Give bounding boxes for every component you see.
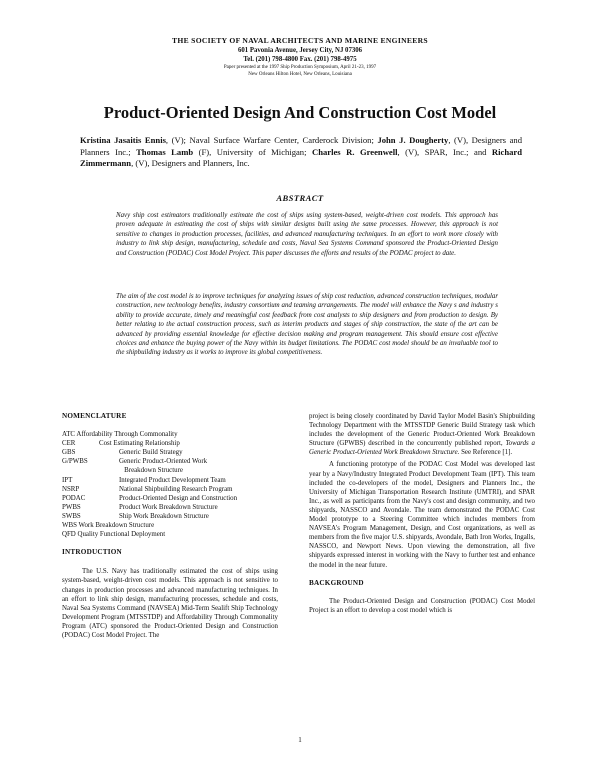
nomenclature-abbr: NSRP	[62, 485, 80, 493]
author-affiliation: (F), University of Michigan;	[193, 146, 312, 157]
nomenclature-def: National Shipbuilding Research Program	[119, 485, 233, 493]
nomenclature-abbr: SWBS	[62, 512, 81, 520]
nomenclature-entry: QFD Quality Functional Deployment	[62, 531, 166, 539]
paper-title: Product-Oriented Design And Construction Cost Model	[103, 103, 497, 122]
nomenclature-entry	[62, 503, 278, 512]
nomenclature-def: Generic Build Strategy	[119, 449, 183, 457]
author-name: Richard Zimmermann	[80, 146, 522, 169]
author-list	[80, 135, 522, 170]
nomenclature-entry: ATC Affordability Through Commonality	[62, 431, 178, 439]
nomenclature-def: Product-Oriented Design and Construction	[119, 494, 238, 502]
body-paragraph: project is being closely coordinated by David Taylor Model Basin's Shipbuilding Technology Department with the MTSSTDP Generic Build Strategy task which includes the development of the Generic Product-Oriented Work Breakdown Structure (GPWBS) described in the concurrently published report, Towards a Generic Product-Oriented Work Breakdown Structure. See Reference [1].	[309, 413, 535, 457]
paper-header	[0, 36, 600, 78]
abstract-paragraph: Navy ship cost estimators traditionally estimate the cost of ships using system-based, weight-driven cost models. This approach has proven adequate in estimating the cost of ships with similar designs built using the same processes. However, this approach is not sensitive to changes in production processes, facilities, and advanced manufacturing techniques. In an effort to work more closely with industry to link ship design, manufacturing, schedule and costs, Naval Sea Systems Command sponsored the Product-Oriented Design and Construction (PODAC) Cost Model Project. This paper discusses the efforts and results of the PODAC project to date.	[116, 212, 498, 257]
right-column	[309, 412, 535, 615]
venue-note: New Orleans Hilton Hotel, New Orleans, Louisiana	[248, 72, 352, 77]
nomenclature-def: Generic Product-Oriented Work	[119, 458, 208, 466]
nomenclature-def: Ship Work Breakdown Structure	[119, 512, 209, 520]
nomenclature-def: Product Work Breakdown Structure	[119, 503, 218, 511]
nomenclature-abbr: PODAC	[62, 494, 86, 502]
page-number: 1	[298, 736, 302, 744]
author-name: Thomas Lamb	[136, 146, 194, 157]
nomenclature-def: Cost Estimating Relationship	[99, 440, 180, 448]
background-heading: BACKGROUND	[309, 578, 364, 587]
nomenclature-abbr: CER	[62, 440, 76, 448]
author-affiliation: , (V), SPAR, Inc.; and	[397, 146, 492, 157]
nomenclature-abbr: G/PWBS	[62, 458, 88, 466]
nomenclature-def: Integrated Product Development Team	[119, 476, 226, 484]
author-name: John J. Dougherty	[377, 135, 449, 145]
author-affiliation: , (V), Designers and Planners Inc.;	[80, 135, 522, 157]
nomenclature-abbr: GBS	[62, 449, 76, 457]
reference-title: Towards a Generic Product-Oriented Work Breakdown Structure.	[309, 440, 535, 457]
nomenclature-abbr: IPT	[62, 476, 73, 484]
nomenclature-entry	[62, 439, 278, 448]
body-paragraph: A functioning prototype of the PODAC Cost Model was developed last year by a Navy/Industry Integrated Product Development Team (IPT). This team included the co-developers of the model, Designers and Planners Inc., the University of Michigan Transportation Research Institute (UMTRI), and SPAR Inc., as well as participants from the Navy's cost and design community, and two shipyards, NASSCO and Avondale. The team demonstrated the PODAC Cost Model prototype to a Steering Committee which includes members from NAVSEA's Program Management, Design, and Cost organizations, as well as members from the five major U.S. shipyards, Avondale, Bath Iron Works, Ingalls, NASSCO, and Newport News. Upon viewing the demonstration, all five shipyards expressed interest in working with the Navy to further test and enhance the model in the near future.	[309, 461, 535, 569]
society-address: 601 Pavonia Avenue, Jersey City, NJ 07306	[237, 47, 363, 54]
abstract-heading: ABSTRACT	[276, 193, 324, 203]
author-name: Kristina Jasaitis Ennis	[80, 135, 166, 145]
society-phone: Tel. (201) 798-4800 Fax. (201) 798-4975	[243, 56, 357, 63]
nomenclature-entry	[62, 485, 278, 494]
author-name: Charles R. Greenwell	[311, 146, 398, 157]
left-column	[62, 412, 278, 640]
nomenclature-abbr: PWBS	[62, 503, 81, 511]
nomenclature-def-continued: Breakdown Structure	[124, 467, 183, 475]
author-affiliation: , (V); Naval Surface Warfare Center, Carderock Division;	[165, 135, 378, 145]
presentation-note: Paper presented at the 1997 Ship Production Symposium, April 21-23, 1997	[223, 65, 377, 70]
abstract-paragraph: The aim of the cost model is to improve techniques for analyzing issues of ship cost reduction, advanced construction techniques, modular construction, new technology benefits, industry consortium and teaming arrangements. The model will enhance the Navy s and industry s ability to provide accurate, timely and meaningful cost feedback from cost analysts to ship designers and from production to design. By better relating to the actual construction process, such as interim products and stages of ship construction, the state of the art can be advanced by providing essential knowledge for effective decision making and program management. This should ensure cost effective choices and enhance the buying power of the Navy within its budget limitations. The PODAC cost model should be an invaluable tool to the shipbuilding industry as it works to improve its global competitiveness.	[116, 293, 498, 357]
introduction-heading: INTRODUCTION	[62, 548, 122, 557]
body-paragraph: The Product-Oriented Design and Construction (PODAC) Cost Model Project is an effort to develop a cost model which is	[309, 597, 535, 614]
nomenclature-entry	[62, 512, 278, 521]
nomenclature-entry	[62, 476, 278, 485]
introduction-paragraph: The U.S. Navy has traditionally estimated the cost of ships using system-based, weight-driven cost models. This approach is not sensitive to changes in production processes and advanced manufacturing techniques. In an effort to link ship design, manufacturing processes, schedule and costs, Naval Sea Systems Command (NAVSEA) Mid-Term Sealift Ship Technology Development Program (MTSSTDP) and Affordability Through Commonality Program (ATC) sponsored the Product-Oriented Design and Construction (PODAC) Cost Model Project. The	[62, 568, 278, 639]
author-affiliation: , (V), Designers and Planners, Inc.	[131, 158, 250, 169]
society-name: THE SOCIETY OF NAVAL ARCHITECTS AND MARINE ENGINEERS	[172, 36, 428, 45]
nomenclature-entry	[62, 448, 278, 457]
nomenclature-list	[62, 430, 278, 539]
nomenclature-entry: WBS Work Breakdown Structure	[62, 522, 155, 530]
nomenclature-entry	[62, 457, 278, 466]
nomenclature-entry	[62, 494, 278, 503]
nomenclature-heading: NOMENCLATURE	[62, 412, 127, 420]
